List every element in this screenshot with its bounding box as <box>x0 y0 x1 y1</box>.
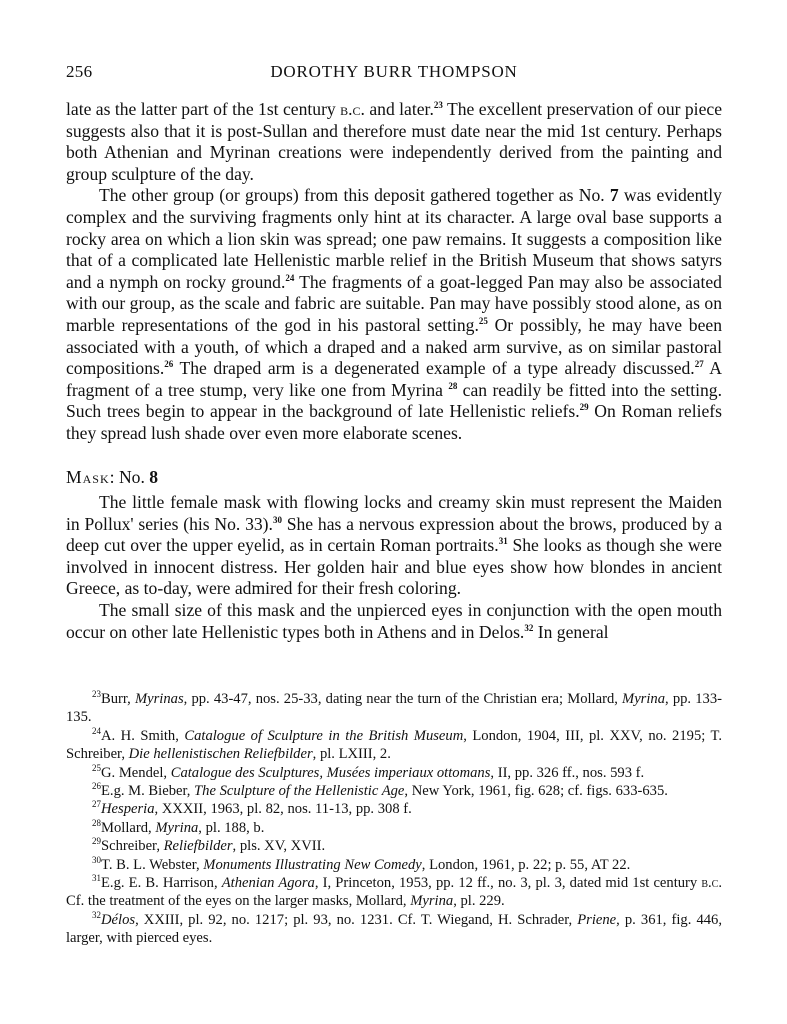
catalogue-number: 7 <box>609 185 619 206</box>
text-run: , London, 1961, p. 22; p. 55, AT 22. <box>421 856 631 873</box>
main-text <box>66 99 722 643</box>
text-run: The little female mask with flowing locks and creamy skin must represent the Maiden in Pollux' series (his No. 33). <box>66 492 722 534</box>
section-separator: : No. <box>109 466 150 487</box>
text-run: and later. <box>364 99 434 119</box>
footnote-30 <box>66 856 722 874</box>
footnote-32 <box>66 911 722 948</box>
work-title: Myrina <box>622 691 666 707</box>
text-run: E.g. M. Bieber, <box>101 783 195 800</box>
text-run: can readily be fitted into the setting. Such trees begin to appear in the background of late Hellenistic reliefs. <box>66 379 722 422</box>
text-run: , pls. XV, XVII. <box>232 838 326 855</box>
era-abbrev: b.c. <box>340 99 365 119</box>
text-run: A fragment of a tree stump, very like one from Myrina <box>66 358 722 400</box>
footnote-ref: 26 <box>164 359 174 370</box>
footnote-ref: 25 <box>478 316 488 327</box>
footnote-number: 29 <box>92 836 101 847</box>
footnote-ref: 27 <box>694 359 704 370</box>
footnote-number: 28 <box>92 817 101 828</box>
footnote-number: 31 <box>92 873 101 884</box>
text-run: , XXIII, pl. 92, no. 1217; pl. 93, no. 1231. Cf. T. Wiegand, H. Schrader, <box>135 911 578 928</box>
work-title: Myrina <box>410 893 454 910</box>
text-run: On Roman reliefs they spread lush shade over even more elaborate scenes. <box>66 401 722 443</box>
footnote-ref: 28 <box>448 380 458 391</box>
text-run: , p. 361, fig. 446, larger, with pierced eyes. <box>66 911 722 947</box>
text-run: T. B. L. Webster, <box>101 856 204 873</box>
text-run: , II, pp. 326 ff., nos. 593 f. <box>490 764 645 781</box>
footnote-24 <box>66 727 722 764</box>
text-run: G. Mendel, <box>101 764 171 781</box>
footnote-ref: 23 <box>433 100 443 111</box>
work-title: Catalogue of Sculpture in the British Museum <box>184 727 464 744</box>
text-run: She has a nervous expression about the brows, produced by a deep cut over the upper eyelid, as in certain Roman portraits. <box>66 513 723 556</box>
footnote-ref: 31 <box>498 536 508 547</box>
footnote-number: 25 <box>92 762 101 773</box>
footnote-26 <box>66 782 722 800</box>
paragraph-2 <box>66 185 722 444</box>
page-header <box>66 62 722 86</box>
text-run: In general <box>533 621 609 642</box>
section-label: Mask <box>66 466 110 487</box>
footnote-number: 26 <box>92 781 101 792</box>
footnote-27 <box>66 800 722 818</box>
paragraph-1 <box>66 99 722 185</box>
work-title: Myrina <box>155 819 199 836</box>
text-run: E.g. E. B. Harrison, <box>101 875 222 892</box>
footnote-number: 32 <box>92 910 101 921</box>
footnote-25 <box>66 764 722 782</box>
text-run: , XXXII, 1963, pl. 82, nos. 11-13, pp. 308 f. <box>154 801 412 818</box>
paragraph-3 <box>66 492 722 600</box>
footnote-ref: 30 <box>272 514 282 525</box>
work-title: The Sculpture of the Hellenistic Age <box>194 783 405 800</box>
text-run: The fragments of a goat-legged Pan may also be associated with our group, as the scale and fabric are suitable. Pan may have possibly stood alone, as on marble representations of the god in his pastoral setting. <box>66 271 722 335</box>
footnote-number: 27 <box>92 799 101 810</box>
text-run: The other group (or groups) from this deposit gathered together as No. <box>99 185 610 206</box>
work-title: Reliefbilder <box>163 838 233 855</box>
text-run: , pp. 43-47, nos. 25-33, dating near the turn of the Christian era; Mollard, <box>183 691 623 707</box>
text-run: Schreiber, <box>101 838 164 855</box>
text-run: Mollard, <box>101 819 156 836</box>
footnote-number: 30 <box>92 854 101 865</box>
work-title: Catalogue des Sculptures, Musées imperiaux ottomans <box>170 764 491 781</box>
text-run: , pl. LXIII, 2. <box>312 746 391 763</box>
text-run: , London, 1904, III, pl. XXV, no. 2195; T. Schreiber, <box>66 727 723 763</box>
footnote-ref: 24 <box>285 272 295 283</box>
footnote-23 <box>66 690 722 727</box>
footnote-28 <box>66 819 722 837</box>
footnote-ref: 32 <box>524 622 534 633</box>
text-run: , pl. 188, b. <box>198 819 265 836</box>
work-title: Die hellenistischen Reliefbilder <box>128 746 313 763</box>
text-run: , New York, 1961, fig. 628; cf. figs. 633-635. <box>404 783 668 800</box>
footnote-number: 24 <box>92 725 101 736</box>
era-abbrev: b.c. <box>701 875 722 892</box>
text-run: , pl. 229. <box>453 893 505 910</box>
text-run: Cf. the treatment of the eyes on the larger masks, Mollard, <box>66 893 411 910</box>
page-number: 256 <box>66 62 93 81</box>
work-title: Priene <box>577 911 617 928</box>
text-run: A. H. Smith, <box>101 727 185 744</box>
text-run: was evidently complex and the surviving fragments only hint at its character. A large oval base supports a rocky area on which a lion skin was spread; one paw remains. It suggests a composition like that of a complicated late Hellenistic marble relief in the British Museum that shows satyrs and a nymph on rocky ground. <box>66 185 722 292</box>
text-run: The small size of this mask and the unpierced eyes in conjunction with the open mouth occur on other late Hellenistic types both in Athens and in Delos. <box>66 600 722 642</box>
work-title: Athenian Agora <box>221 875 315 892</box>
text-run: The excellent preservation of our piece suggests also that it is post-Sullan and therefore must date near the mid 1st century. Perhaps both Athenian and Myrinan creations were independently derived from the painting and group sculpture of the day. <box>66 99 722 184</box>
section-heading <box>66 467 722 489</box>
running-head: DOROTHY BURR THOMPSON <box>270 62 518 81</box>
section-number: 8 <box>149 466 159 487</box>
paragraph-4 <box>66 600 722 643</box>
text-run: She looks as though she were involved in innocent distress. Her golden hair and blue eyes show how blondes in ancient Greece, as to-day, were admired for their fresh coloring. <box>66 535 722 599</box>
text-run: , I, Princeton, 1953, pp. 12 ff., no. 3, pl. 3, dated mid 1st century <box>314 875 702 892</box>
text-run: The draped arm is a degenerated example of a type already discussed. <box>173 358 695 379</box>
footnote-number: 23 <box>92 689 101 700</box>
work-title: Délos <box>101 911 136 928</box>
text-run: late as the latter part of the 1st century <box>66 99 341 119</box>
footnote-ref: 29 <box>579 402 589 413</box>
work-title: Hesperia <box>101 801 155 818</box>
text-run: Burr, <box>101 691 135 707</box>
text-run: , pp. 133-135. <box>66 691 722 726</box>
work-title: Myrinas <box>134 691 184 707</box>
footnote-29 <box>66 837 722 855</box>
work-title: Monuments Illustrating New Comedy <box>203 856 422 873</box>
footnotes <box>66 690 722 948</box>
text-run: Or possibly, he may have been associated with a youth, of which a draped and a naked arm survive, as on similar pastoral compositions. <box>66 314 722 379</box>
footnote-31 <box>66 874 722 911</box>
